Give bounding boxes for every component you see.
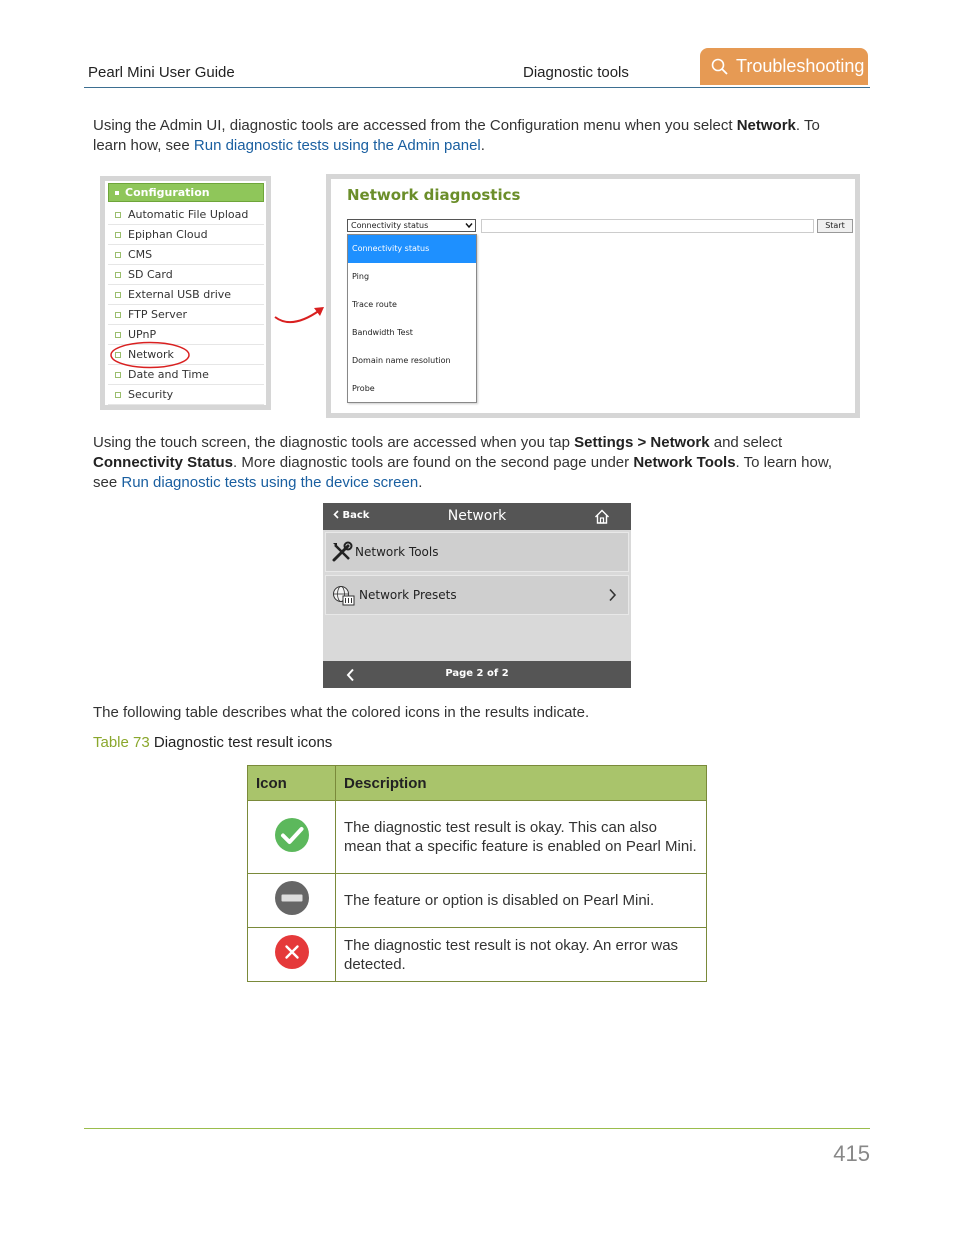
- back-button[interactable]: Back: [333, 510, 369, 521]
- home-icon[interactable]: [594, 509, 610, 524]
- header-divider: [84, 87, 870, 88]
- table-row: [248, 801, 707, 874]
- section-title: Diagnostic tools: [523, 64, 629, 81]
- page-number: 415: [833, 1141, 870, 1166]
- admin-panel-link[interactable]: Run diagnostic tests using the Admin panel: [193, 137, 481, 154]
- row-description: The feature or option is disabled on Pearl Mini.: [336, 874, 707, 928]
- table-header-row: [248, 766, 707, 801]
- diagnostic-dropdown-list: [347, 234, 477, 403]
- intro-paragraph: Using the Admin UI, diagnostic tools are accessed from the Configuration menu when you select Network. To learn how, see Run diagnostic tests using the Admin panel.: [93, 117, 820, 154]
- device-bottom-bar: [323, 661, 631, 688]
- config-menu-header: Configuration: [108, 183, 264, 202]
- troubleshooting-tab[interactable]: [700, 48, 868, 85]
- option-domain-name-resolution[interactable]: Domain name resolution: [352, 356, 451, 365]
- config-item-sd-card[interactable]: SD Card: [108, 265, 264, 285]
- icon-column-header: Icon: [248, 766, 336, 801]
- footer-divider: [84, 1128, 870, 1129]
- table-caption: Table 73 Diagnostic test result icons: [93, 734, 333, 751]
- config-item-external-usb[interactable]: External USB drive: [108, 285, 264, 305]
- row-description: The diagnostic test result is okay. This can also mean that a specific feature is enabled on Pearl Mini.: [336, 801, 707, 874]
- red-x-icon: [274, 934, 310, 970]
- config-item-ftp-server[interactable]: FTP Server: [108, 305, 264, 325]
- network-highlight-circle: [108, 340, 192, 370]
- config-item-security[interactable]: Security: [108, 385, 264, 405]
- touch-paragraph: Using the touch screen, the diagnostic tools are accessed when you tap Settings > Network and select Connectivity Status. More diagnostic tools are found on the second page under Network Tools. To learn how, see Run diagnostic tests using the device screen.: [93, 434, 832, 491]
- chevron-right-icon: [608, 588, 617, 602]
- network-presets-row[interactable]: Network Presets: [325, 575, 629, 615]
- option-connectivity-status[interactable]: Connectivity status: [348, 235, 476, 263]
- device-screen: [323, 503, 631, 688]
- config-item-date-time[interactable]: Date and Time: [108, 365, 264, 385]
- option-trace-route[interactable]: Trace route: [352, 300, 397, 309]
- tab-label: Troubleshooting: [736, 56, 865, 76]
- arrow-icon: [270, 300, 330, 330]
- description-column-header: Description: [336, 766, 707, 801]
- table-intro: The following table describes what the colored icons in the results indicate.: [93, 704, 590, 721]
- chevron-down-icon: [465, 222, 473, 229]
- network-tools-row[interactable]: Network Tools: [325, 532, 629, 572]
- device-top-bar: [323, 503, 631, 530]
- row-description: The diagnostic test result is not okay. An error was detected.: [336, 928, 707, 982]
- config-item-automatic-file-upload[interactable]: Automatic File Upload: [108, 205, 264, 225]
- option-bandwidth-test[interactable]: Bandwidth Test: [352, 328, 413, 337]
- diagnostic-select[interactable]: Connectivity status: [347, 219, 476, 232]
- gray-minus-icon: [274, 880, 310, 916]
- guide-title: Pearl Mini User Guide: [88, 64, 235, 81]
- result-icons-table: [247, 765, 707, 982]
- start-button[interactable]: Start: [817, 219, 853, 233]
- device-screen-link[interactable]: Run diagnostic tests using the device screen: [121, 474, 419, 491]
- config-item-network[interactable]: Network: [108, 345, 264, 365]
- table-row: [248, 874, 707, 928]
- config-item-epiphan-cloud[interactable]: Epiphan Cloud: [108, 225, 264, 245]
- green-check-icon: [274, 817, 310, 853]
- page-indicator: Page 2 of 2: [445, 668, 509, 679]
- option-probe[interactable]: Probe: [352, 384, 375, 393]
- option-ping[interactable]: Ping: [352, 272, 370, 281]
- device-title: Network: [447, 508, 507, 524]
- config-item-cms[interactable]: CMS: [108, 245, 264, 265]
- magnifier-icon: [710, 57, 730, 77]
- wrench-screwdriver-icon: [331, 541, 353, 563]
- network-diagnostics-title: Network diagnostics: [347, 186, 521, 204]
- table-row: [248, 928, 707, 982]
- diagnostic-target-input[interactable]: [481, 219, 814, 233]
- config-item-upnp[interactable]: UPnP: [108, 325, 264, 345]
- globe-presets-icon: [332, 585, 356, 607]
